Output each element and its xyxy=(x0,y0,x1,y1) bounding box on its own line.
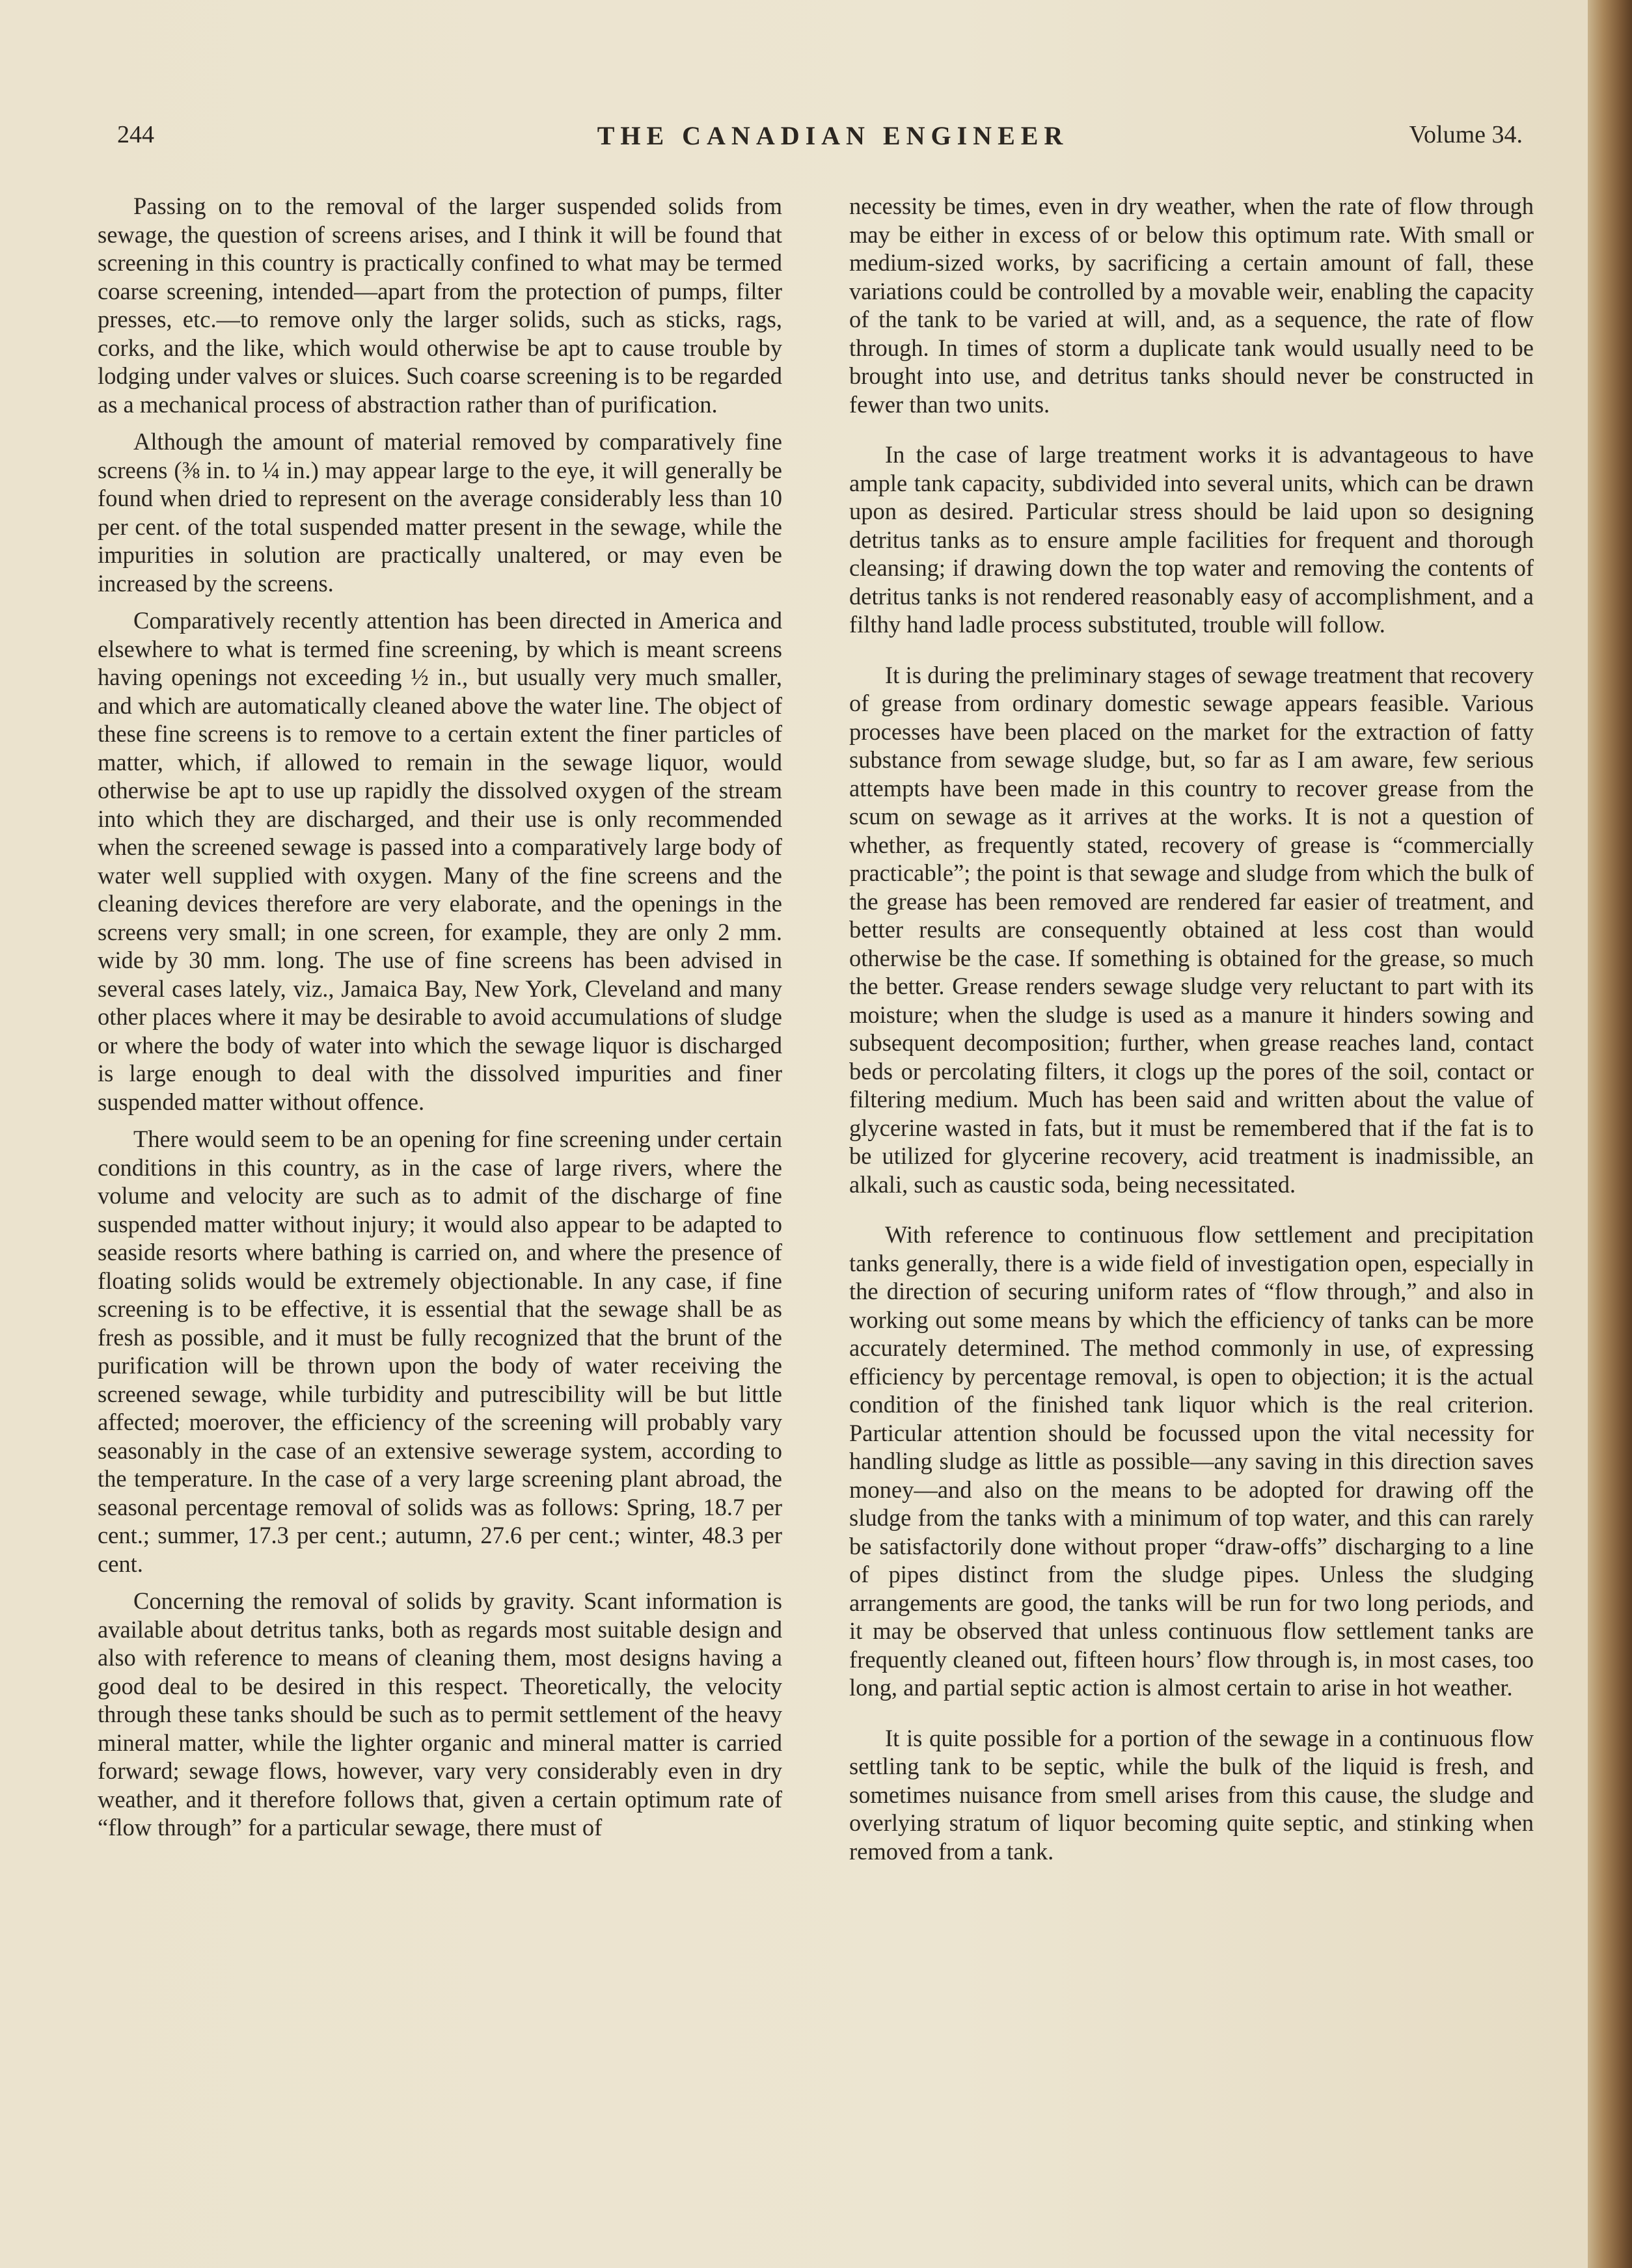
paragraph: Concerning the removal of solids by gravity. Scant information is available about detritus tanks, both as regards most suitable design and also with reference to means of cleaning them, most designs having a good deal to be desired in this respect. Theoretically, the velocity through these tanks should be such as to permit settlement of the heavy mineral matter, while the lighter organic and mineral matter is carried forward; sewage flows, however, vary very considerably even in dry weather, and it therefore follows that, given a certain optimum rate of “flow through” for a particular sewage, there must of xyxy=(98,1587,782,1841)
book-spine-edge xyxy=(1588,0,1632,2268)
volume-label: Volume 34. xyxy=(1409,121,1523,148)
paragraph: In the case of large treatment works it is advantageous to have ample tank capacity, subdivided into several units, which can be drawn upon as desired. Particular stress should be laid upon so designing detritus tanks as to ensure ample facilities for frequent and thorough cleansing; if drawing down the top water and removing the contents of detritus tanks is not rendered reasonably easy of accomplishment, and a filthy hand ladle process substituted, trouble will follow. xyxy=(849,441,1534,638)
paragraph: necessity be times, even in dry weather, when the rate of flow through may be either in excess of or below this optimum rate. With small or medium-sized works, by sacrificing a certain amount of fall, these variations could be controlled by a movable weir, enabling the capacity of the tank to be varied at will, and, as a sequence, the rate of flow through. In times of storm a duplicate tank would usually need to be brought into use, and detritus tanks should never be constructed in fewer than two units. xyxy=(849,193,1534,418)
paragraph: Passing on to the removal of the larger suspended solids from sewage, the question of screens arises, and I think it will be found that screening in this country is practically confined to what may be termed coarse screening, intended—apart from the protection of pumps, filter presses, etc.—to remove only the larger solids, such as sticks, rags, corks, and the like, which would otherwise be apt to cause trouble by lodging under valves or sluices. Such coarse screening is to be regarded as a mechanical process of abstraction rather than of purification. xyxy=(98,193,782,418)
paragraph: Comparatively recently attention has been directed in America and elsewhere to what is termed fine screening, by which is meant screens having openings not exceeding ½ in., but usually very much smaller, and which are automatically cleaned above the water line. The object of these fine screens is to remove to a certain extent the finer particles of matter, which, if allowed to remain in the sewage liquor, would otherwise be apt to use up rapidly the dissolved oxygen of the stream into which they are discharged, and their use is only recommended when the screened sewage is passed into a comparatively large body of water well supplied with oxygen. Many of the fine screens and the cleaning devices therefore are very elaborate, and the openings in the screens very small; in one screen, for example, they are only 2 mm. wide by 30 mm. long. The use of fine screens has been advised in several cases lately, viz., Jamaica Bay, New York, Cleveland and many other places where it may be desirable to avoid accumulations of sludge or where the body of water into which the sewage liquor is discharged is large enough to deal with the dissolved impurities and finer suspended matter without offence. xyxy=(98,607,782,1115)
journal-title: THE CANADIAN ENGINEER xyxy=(597,121,1069,150)
paragraph: It is quite possible for a portion of the sewage in a continuous flow settling tank to be septic, while the bulk of the liquid is fresh, and sometimes nuisance from smell arises from this cause, the sludge and overlying stratum of liquor becoming quite septic, and stinking when removed from a tank. xyxy=(849,1724,1534,1865)
paragraph: With reference to continuous flow settlement and precipitation tanks generally, there is a wide field of investigation open, especially in the direction of securing uniform rates of “flow through,” and also in working out some means by which the efficiency of tanks can be more accurately determined. The method commonly in use, of expressing efficiency by percentage removal, is open to objection; it is the actual condition of the finished tank liquor which is the real criterion. Particular attention should be focussed upon the vital necessity for handling sludge as little as possible—any saving in this direction saves money—and also on the means to be adopted for drawing off the sludge from the tanks with a minimum of top water, and this can rarely be satisfactorily done without proper “draw-offs” discharging to a line of pipes distinct from the sludge pipes. Unless the sludging arrangements are good, the tanks will be run for two long periods, and it may be observed that unless continuous flow settlement tanks are frequently cleaned out, fifteen hours’ flow through is, in most cases, too long, and partial septic action is almost certain to arise in hot weather. xyxy=(849,1221,1534,1701)
paragraph: It is during the preliminary stages of sewage treatment that recovery of grease from ordinary domestic sewage appears feasible. Various processes have been placed on the market for the extraction of fatty substance from sewage sludge, but, so far as I am aware, few serious attempts have been made in this country to recover grease from the scum on sewage as it arrives at the works. It is not a question of whether, as frequently stated, recovery of grease is “commercially practicable”; the point is that sewage and sludge from which the bulk of the grease has been removed are rendered far easier of treatment, and better results are consequently obtained at less cost than would otherwise be the case. If something is obtained for the grease, so much the better. Grease renders sewage sludge very reluctant to part with its moisture; when the sludge is used as a manure it hinders sowing and subsequent decomposition; further, when grease reaches land, contact beds or percolating filters, it clogs up the pores of the soil, contact or filtering medium. Much has been said and written about the value of glycerine wasted in fats, but it must be remembered that if the fat is to be utilized for glycerine recovery, acid treatment is inadmissible, an alkali, such as caustic soda, being necessitated. xyxy=(849,661,1534,1198)
right-column xyxy=(849,192,1534,1874)
page-number: 244 xyxy=(117,121,154,148)
paragraph: Although the amount of material removed by comparatively fine screens (⅜ in. to ¼ in.) may appear large to the eye, it will generally be found when dried to represent on the average considerably less than 10 per cent. of the total suspended matter present in the sewage, while the impurities in solution are practically unaltered, or may even be increased by the screens. xyxy=(98,428,782,597)
left-column xyxy=(98,192,782,1851)
paragraph: There would seem to be an opening for fine screening under certain conditions in this country, as in the case of large rivers, where the volume and velocity are such as to admit of the discharge of fine suspended matter without injury; it would also appear to be adapted to seaside resorts where bathing is carried on, and where the presence of floating solids would be extremely objectionable. In any case, if fine screening is to be effective, it is essential that the sewage shall be as fresh as possible, and it must be fully recognized that the brunt of the purification will be thrown upon the body of water receiving the screened sewage, while turbidity and putrescibility will be but little affected; moerover, the efficiency of the screening will probably vary seasonably in the case of an extensive sewerage system, according to the temperature. In the case of a very large screening plant abroad, the seasonal percentage removal of solids was as follows: Spring, 18.7 per cent.; summer, 17.3 per cent.; autumn, 27.6 per cent.; winter, 48.3 per cent. xyxy=(98,1126,782,1577)
page-header xyxy=(117,120,1523,159)
